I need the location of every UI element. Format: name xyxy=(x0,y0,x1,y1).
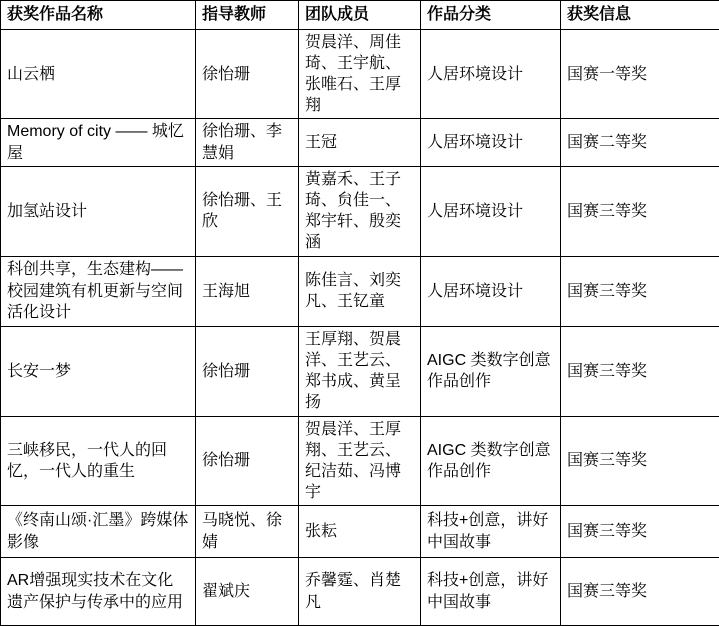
cell-team: 张耘 xyxy=(299,506,421,558)
cell-work-title: 加氢站设计 xyxy=(1,166,196,256)
cell-team: 王冠 xyxy=(299,119,421,166)
table-row xyxy=(1,166,719,256)
cell-award: 国赛三等奖 xyxy=(561,506,719,558)
cell-award: 国赛一等奖 xyxy=(561,30,719,119)
cell-team: 陈佳言、刘奕凡、王钇童 xyxy=(299,256,421,326)
cell-work-title: AR增强现实技术在文化遗产保护与传承中的应用 xyxy=(1,558,196,626)
header-row xyxy=(1,1,719,30)
cell-category: AIGC 类数字创意作品创作 xyxy=(421,416,561,505)
cell-teacher: 徐怡珊 xyxy=(196,416,299,505)
table-row xyxy=(1,506,719,558)
cell-teacher: 徐怡珊 xyxy=(196,326,299,416)
cell-award: 国赛二等奖 xyxy=(561,119,719,166)
cell-category: 人居环境设计 xyxy=(421,119,561,166)
table-row xyxy=(1,256,719,326)
cell-teacher: 翟斌庆 xyxy=(196,558,299,626)
cell-award: 国赛三等奖 xyxy=(561,326,719,416)
cell-team: 乔馨霆、肖楚凡 xyxy=(299,558,421,626)
cell-award: 国赛三等奖 xyxy=(561,166,719,256)
cell-work-title: 《终南山颂·汇墨》跨媒体影像 xyxy=(1,506,196,558)
cell-team: 贺晨洋、周佳琦、王宇航、张唯石、王厚翔 xyxy=(299,30,421,119)
cell-category: 人居环境设计 xyxy=(421,256,561,326)
cell-category: 人居环境设计 xyxy=(421,30,561,119)
cell-teacher: 王海旭 xyxy=(196,256,299,326)
table-row xyxy=(1,558,719,626)
col-header-teacher: 指导教师 xyxy=(196,1,299,30)
cell-teacher: 徐怡珊 xyxy=(196,30,299,119)
cell-award: 国赛三等奖 xyxy=(561,416,719,505)
table-row xyxy=(1,30,719,119)
col-header-team: 团队成员 xyxy=(299,1,421,30)
cell-team: 王厚翔、贺晨洋、王艺云、郑书成、黄呈扬 xyxy=(299,326,421,416)
col-header-award: 获奖信息 xyxy=(561,1,719,30)
table-row xyxy=(1,416,719,505)
cell-category: 科技+创意，讲好中国故事 xyxy=(421,558,561,626)
col-header-work-title: 获奖作品名称 xyxy=(1,1,196,30)
cell-work-title: 山云栖 xyxy=(1,30,196,119)
table-row xyxy=(1,326,719,416)
cell-category: 人居环境设计 xyxy=(421,166,561,256)
table-row xyxy=(1,119,719,166)
cell-category: 科技+创意，讲好中国故事 xyxy=(421,506,561,558)
cell-work-title: Memory of city —— 城忆屋 xyxy=(1,119,196,166)
cell-award: 国赛三等奖 xyxy=(561,558,719,626)
cell-team: 黄嘉禾、王子琦、贠佳一、郑宇轩、殷奕涵 xyxy=(299,166,421,256)
cell-team: 贺晨洋、王厚翔、王艺云、纪洁茹、冯博宇 xyxy=(299,416,421,505)
cell-work-title: 三峡移民，一代人的回忆，一代人的重生 xyxy=(1,416,196,505)
cell-work-title: 科创共享，生态建构——校园建筑有机更新与空间活化设计 xyxy=(1,256,196,326)
cell-teacher: 徐怡珊、李慧娟 xyxy=(196,119,299,166)
cell-category: AIGC 类数字创意作品创作 xyxy=(421,326,561,416)
cell-work-title: 长安一梦 xyxy=(1,326,196,416)
cell-teacher: 徐怡珊、王欣 xyxy=(196,166,299,256)
cell-teacher: 马晓悦、徐婧 xyxy=(196,506,299,558)
cell-award: 国赛三等奖 xyxy=(561,256,719,326)
col-header-category: 作品分类 xyxy=(421,1,561,30)
